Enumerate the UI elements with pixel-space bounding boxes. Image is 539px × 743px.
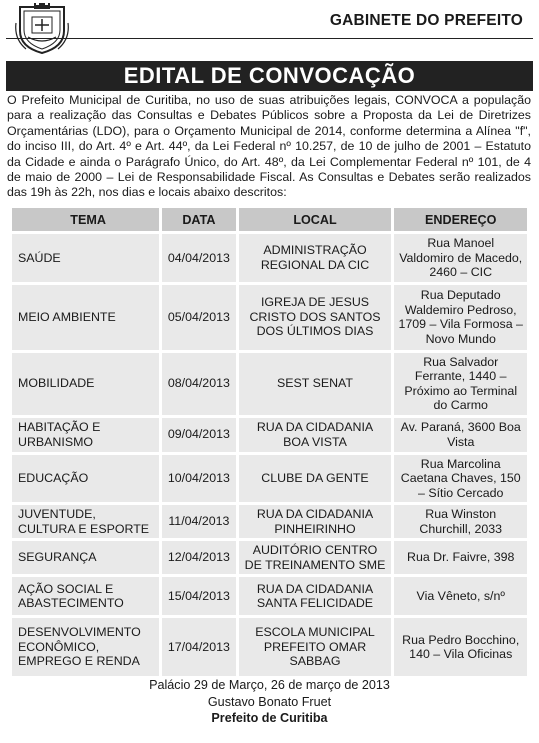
page-title: EDITAL DE CONVOCAÇÃO	[6, 61, 533, 91]
table-row	[12, 541, 527, 574]
cell-local: RUA DA CIDADANIA BOA VISTA	[239, 418, 392, 452]
cell-local: RUA DA CIDADANIA PINHEIRINHO	[239, 505, 392, 538]
cell-data: 05/04/2013	[162, 285, 235, 350]
intro-paragraph: O Prefeito Municipal de Curitiba, no uso de suas atribuições legais, CONVOCA a população para a realização das Consultas e Debates Públicos sobre a Proposta da Lei de Diretrizes Orçamentárias (LDO), para o Orçamento Municipal de 2014, conforme determina a Alínea "f", do inciso III, do Art. 4º e Art. 44º, da Lei Federal nº 10.257, de 10 de julho de 2001 – Estatuto da Cidade e ainda o Parágrafo Único, do Art. 48º, da Lei Complementar Federal nº 101, de 4 de maio de 2000 – Lei de Responsabilidade Fiscal. As Consultas e Debates serão realizados das 19h às 22h, nos dias e locais abaixo descritos:	[7, 93, 531, 200]
cell-endereco: Rua Manoel Valdomiro de Macedo, 2460 – CIC	[394, 234, 527, 282]
cell-endereco: Rua Deputado Waldemiro Pedroso, 1709 – Vila Formosa – Novo Mundo	[394, 285, 527, 350]
cell-endereco: Av. Paraná, 3600 Boa Vista	[394, 418, 527, 452]
table-row	[12, 455, 527, 503]
cell-endereco: Rua Dr. Faivre, 398	[394, 541, 527, 574]
cell-local: AUDITÓRIO CENTRO DE TREINAMENTO SME	[239, 541, 392, 574]
table-row	[12, 577, 527, 615]
footer-signatory-role: Prefeito de Curitiba	[211, 711, 328, 725]
cell-tema: SAÚDE	[12, 234, 159, 282]
cell-tema: AÇÃO SOCIAL E ABASTECIMENTO	[12, 577, 159, 615]
table-row	[12, 285, 527, 350]
column-header-endereco: ENDEREÇO	[394, 208, 527, 231]
cell-local: IGREJA DE JESUS CRISTO DOS SANTOS DOS ÚLTIMOS DIAS	[239, 285, 392, 350]
table-row	[12, 618, 527, 676]
cell-data: 08/04/2013	[162, 353, 235, 415]
cell-endereco: Rua Marcolina Caetana Chaves, 150 – Sítio Cercado	[394, 455, 527, 503]
cell-data: 12/04/2013	[162, 541, 235, 574]
cell-tema: DESENVOLVIMENTO ECONÔMICO, EMPREGO E RENDA	[12, 618, 159, 676]
cell-data: 11/04/2013	[162, 505, 235, 538]
footer-place-date: Palácio 29 de Março, 26 de março de 2013	[149, 678, 390, 692]
cell-tema: MOBILIDADE	[12, 353, 159, 415]
column-header-local: LOCAL	[239, 208, 392, 231]
cell-endereco: Rua Salvador Ferrante, 1440 – Próximo ao Terminal do Carmo	[394, 353, 527, 415]
cell-local: ADMINISTRAÇÃO REGIONAL DA CIC	[239, 234, 392, 282]
column-header-data: DATA	[162, 208, 235, 231]
cell-local: CLUBE DA GENTE	[239, 455, 392, 503]
table-row	[12, 418, 527, 452]
cell-data: 04/04/2013	[162, 234, 235, 282]
cell-endereco: Via Vêneto, s/nº	[394, 577, 527, 615]
cell-data: 10/04/2013	[162, 455, 235, 503]
cell-tema: SEGURANÇA	[12, 541, 159, 574]
footer-signatory-name: Gustavo Bonato Fruet	[207, 695, 332, 709]
cell-local: SEST SENAT	[239, 353, 392, 415]
column-header-tema: TEMA	[12, 208, 159, 231]
cell-local: ESCOLA MUNICIPAL PREFEITO OMAR SABBAG	[239, 618, 392, 676]
table-row	[12, 505, 527, 538]
cell-local: RUA DA CIDADANIA SANTA FELICIDADE	[239, 577, 392, 615]
divider	[6, 38, 533, 39]
header	[0, 0, 539, 60]
table-header-row	[12, 208, 527, 231]
cell-data: 09/04/2013	[162, 418, 235, 452]
table-row	[12, 234, 527, 282]
table-row	[12, 353, 527, 415]
office-label: GABINETE DO PREFEITO	[329, 12, 523, 29]
city-seal-icon	[14, 3, 70, 55]
cell-tema: HABITAÇÃO E URBANISMO	[12, 418, 159, 452]
cell-tema: JUVENTUDE, CULTURA E ESPORTE	[12, 505, 159, 538]
cell-endereco: Rua Pedro Bocchino, 140 – Vila Oficinas	[394, 618, 527, 676]
schedule-table	[9, 205, 530, 679]
cell-endereco: Rua Winston Churchill, 2033	[394, 505, 527, 538]
cell-tema: EDUCAÇÃO	[12, 455, 159, 503]
cell-data: 17/04/2013	[162, 618, 235, 676]
cell-data: 15/04/2013	[162, 577, 235, 615]
cell-tema: MEIO AMBIENTE	[12, 285, 159, 350]
